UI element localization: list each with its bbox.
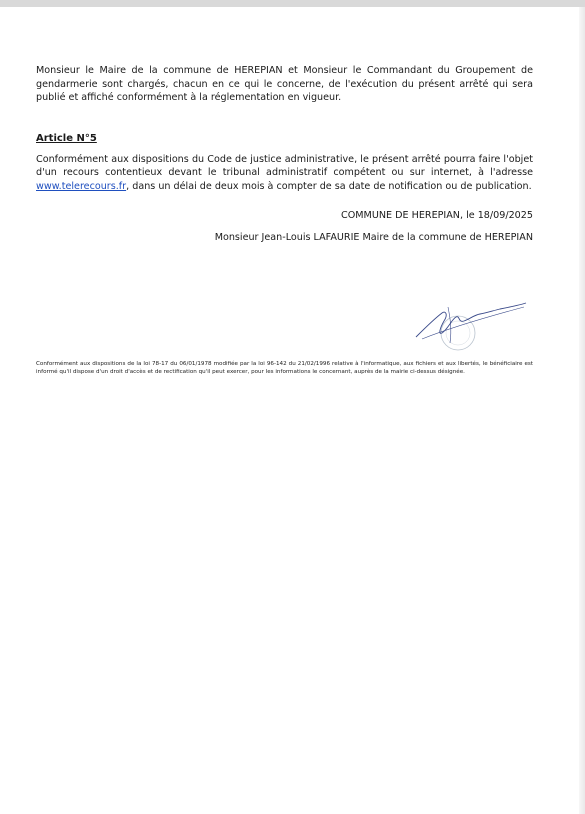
- data-protection-notice: Conformément aux dispositions de la loi 78-17 du 06/01/1978 modifiée par la loi 96-142 du 21/02/1996 relative à l'informatique, aux fichiers et aux libertés, le bénéficiaire est informé qu'il dispose d'un droit d'accès et de rectification qu'il peut exercer, pour les informations le concernant, auprès de la mairie ci-dessus désignée.: [36, 361, 533, 376]
- document-page: [36, 64, 533, 243]
- viewer-scrollbar[interactable]: [579, 7, 585, 814]
- signature-and-stamp: [412, 297, 530, 355]
- handwritten-signature: [416, 303, 526, 337]
- appeal-text-after-link: , dans un délai de deux mois à compter de sa date de notification ou de publication.: [126, 180, 532, 192]
- telerecours-link[interactable]: www.telerecours.fr: [36, 180, 127, 192]
- article-5-title: Article N°5: [36, 132, 97, 144]
- viewer-top-bar: [0, 0, 585, 7]
- appeal-text-before-link: Conformément aux dispositions du Code de justice administrative, le présent arrêté pourra faire l'objet d'un recours contentieux devant le tribunal administratif compétent ou sur internet, à l'adresse: [36, 153, 533, 179]
- place-and-date: COMMUNE DE HEREPIAN, le 18/09/2025: [341, 209, 533, 221]
- signatory-line: Monsieur Jean-Louis LAFAURIE Maire de la commune de HEREPIAN: [214, 231, 533, 243]
- execution-paragraph: Monsieur le Maire de la commune de HEREPIAN et Monsieur le Commandant du Groupement de gendarmerie sont chargés, chacun en ce qui le concerne, de l'exécution du présent arrêté qui sera publié et affiché conformément à la réglementation en vigueur.: [36, 65, 533, 104]
- appeal-paragraph: [36, 153, 533, 194]
